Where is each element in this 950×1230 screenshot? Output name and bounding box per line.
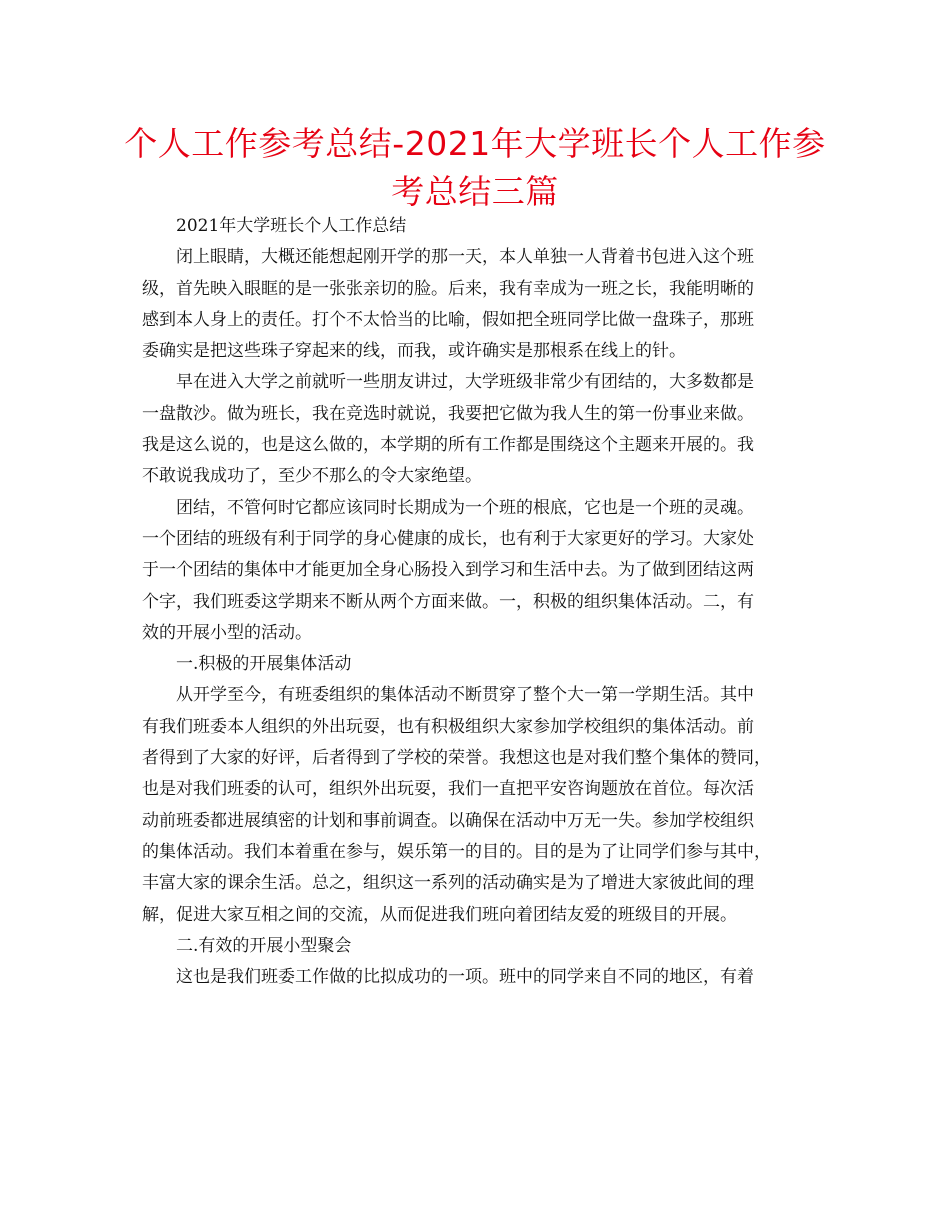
body-text-line: 早在进入大学之前就听一些朋友讲过，大学班级非常少有团结的，大多数都是 (176, 372, 754, 393)
body-text-line: 一个团结的班级有利于同学的身心健康的成长，也有利于大家更好的学习。大家处 (142, 528, 754, 549)
document-title (100, 120, 850, 216)
body-text-line: 感到本人身上的责任。打个不太恰当的比喻，假如把全班同学比做一盘珠子，那班 (142, 309, 754, 330)
body-text-line: 级，首先映入眼眶的是一张张亲切的脸。后来，我有幸成为一班之长，我能明晰的 (142, 278, 754, 299)
body-text-line: 解，促进大家互相之间的交流，从而促进我们班向着团结友爱的班级目的开展。 (142, 904, 737, 925)
body-text-line: 这也是我们班委工作做的比拟成功的一项。班中的同学来自不同的地区，有着 (176, 967, 754, 988)
body-text-line: 有我们班委本人组织的外出玩耍，也有积极组织大家参加学校组织的集体活动。前 (142, 716, 754, 737)
body-text-line: 闭上眼睛，大概还能想起刚开学的那一天，本人单独一人背着书包进入这个班 (176, 247, 754, 268)
body-text-line: 于一个团结的集体中才能更加全身心肠投入到学习和生活中去。为了做到团结这两 (142, 560, 754, 581)
body-text-line: 我是这么说的，也是这么做的，本学期的所有工作都是围绕这个主题来开展的。我 (142, 435, 754, 456)
document-body (142, 211, 822, 993)
body-text-line: 效的开展小型的活动。 (142, 622, 312, 643)
body-text-line: 一盘散沙。做为班长，我在竞选时就说，我要把它做为我人生的第一份事业来做。 (142, 403, 754, 424)
body-text-line: 委确实是把这些珠子穿起来的线，而我，或许确实是那根系在线上的针。 (142, 341, 686, 362)
body-text-line: 2021年大学班长个人工作总结 (176, 216, 407, 236)
body-text-line: 二.有效的开展小型聚会 (176, 935, 352, 956)
body-text-line: 不敢说我成功了，至少不那么的令大家绝望。 (142, 466, 482, 487)
body-text-line: 也是对我们班委的认可，组织外出玩耍，我们一直把平安咨询题放在首位。每次活 (142, 779, 754, 800)
title-line: 考总结三篇 (391, 172, 559, 211)
body-text-line: 的集体活动。我们本着重在参与，娱乐第一的目的。目的是为了让同学们参与其中， (142, 841, 771, 862)
body-text-line: 从开学至今，有班委组织的集体活动不断贯穿了整个大一第一学期生活。其中 (176, 685, 754, 706)
body-text-line: 个字，我们班委这学期来不断从两个方面来做。一，积极的组织集体活动。二，有 (142, 591, 754, 612)
body-text-line: 一.积极的开展集体活动 (176, 654, 352, 675)
title-line: 个人工作参考总结-2021年大学班长个人工作参 (124, 124, 826, 163)
body-text-line: 者得到了大家的好评，后者得到了学校的荣誉。我想这也是对我们整个集体的赞同， (142, 748, 771, 769)
body-text-line: 丰富大家的课余生活。总之，组织这一系列的活动确实是为了增进大家彼此间的理 (142, 873, 754, 894)
body-text-line: 动前班委都进展缜密的计划和事前调查。以确保在活动中万无一失。参加学校组织 (142, 810, 754, 831)
body-text-line: 团结，不管何时它都应该同时长期成为一个班的根底，它也是一个班的灵魂。 (176, 497, 754, 518)
